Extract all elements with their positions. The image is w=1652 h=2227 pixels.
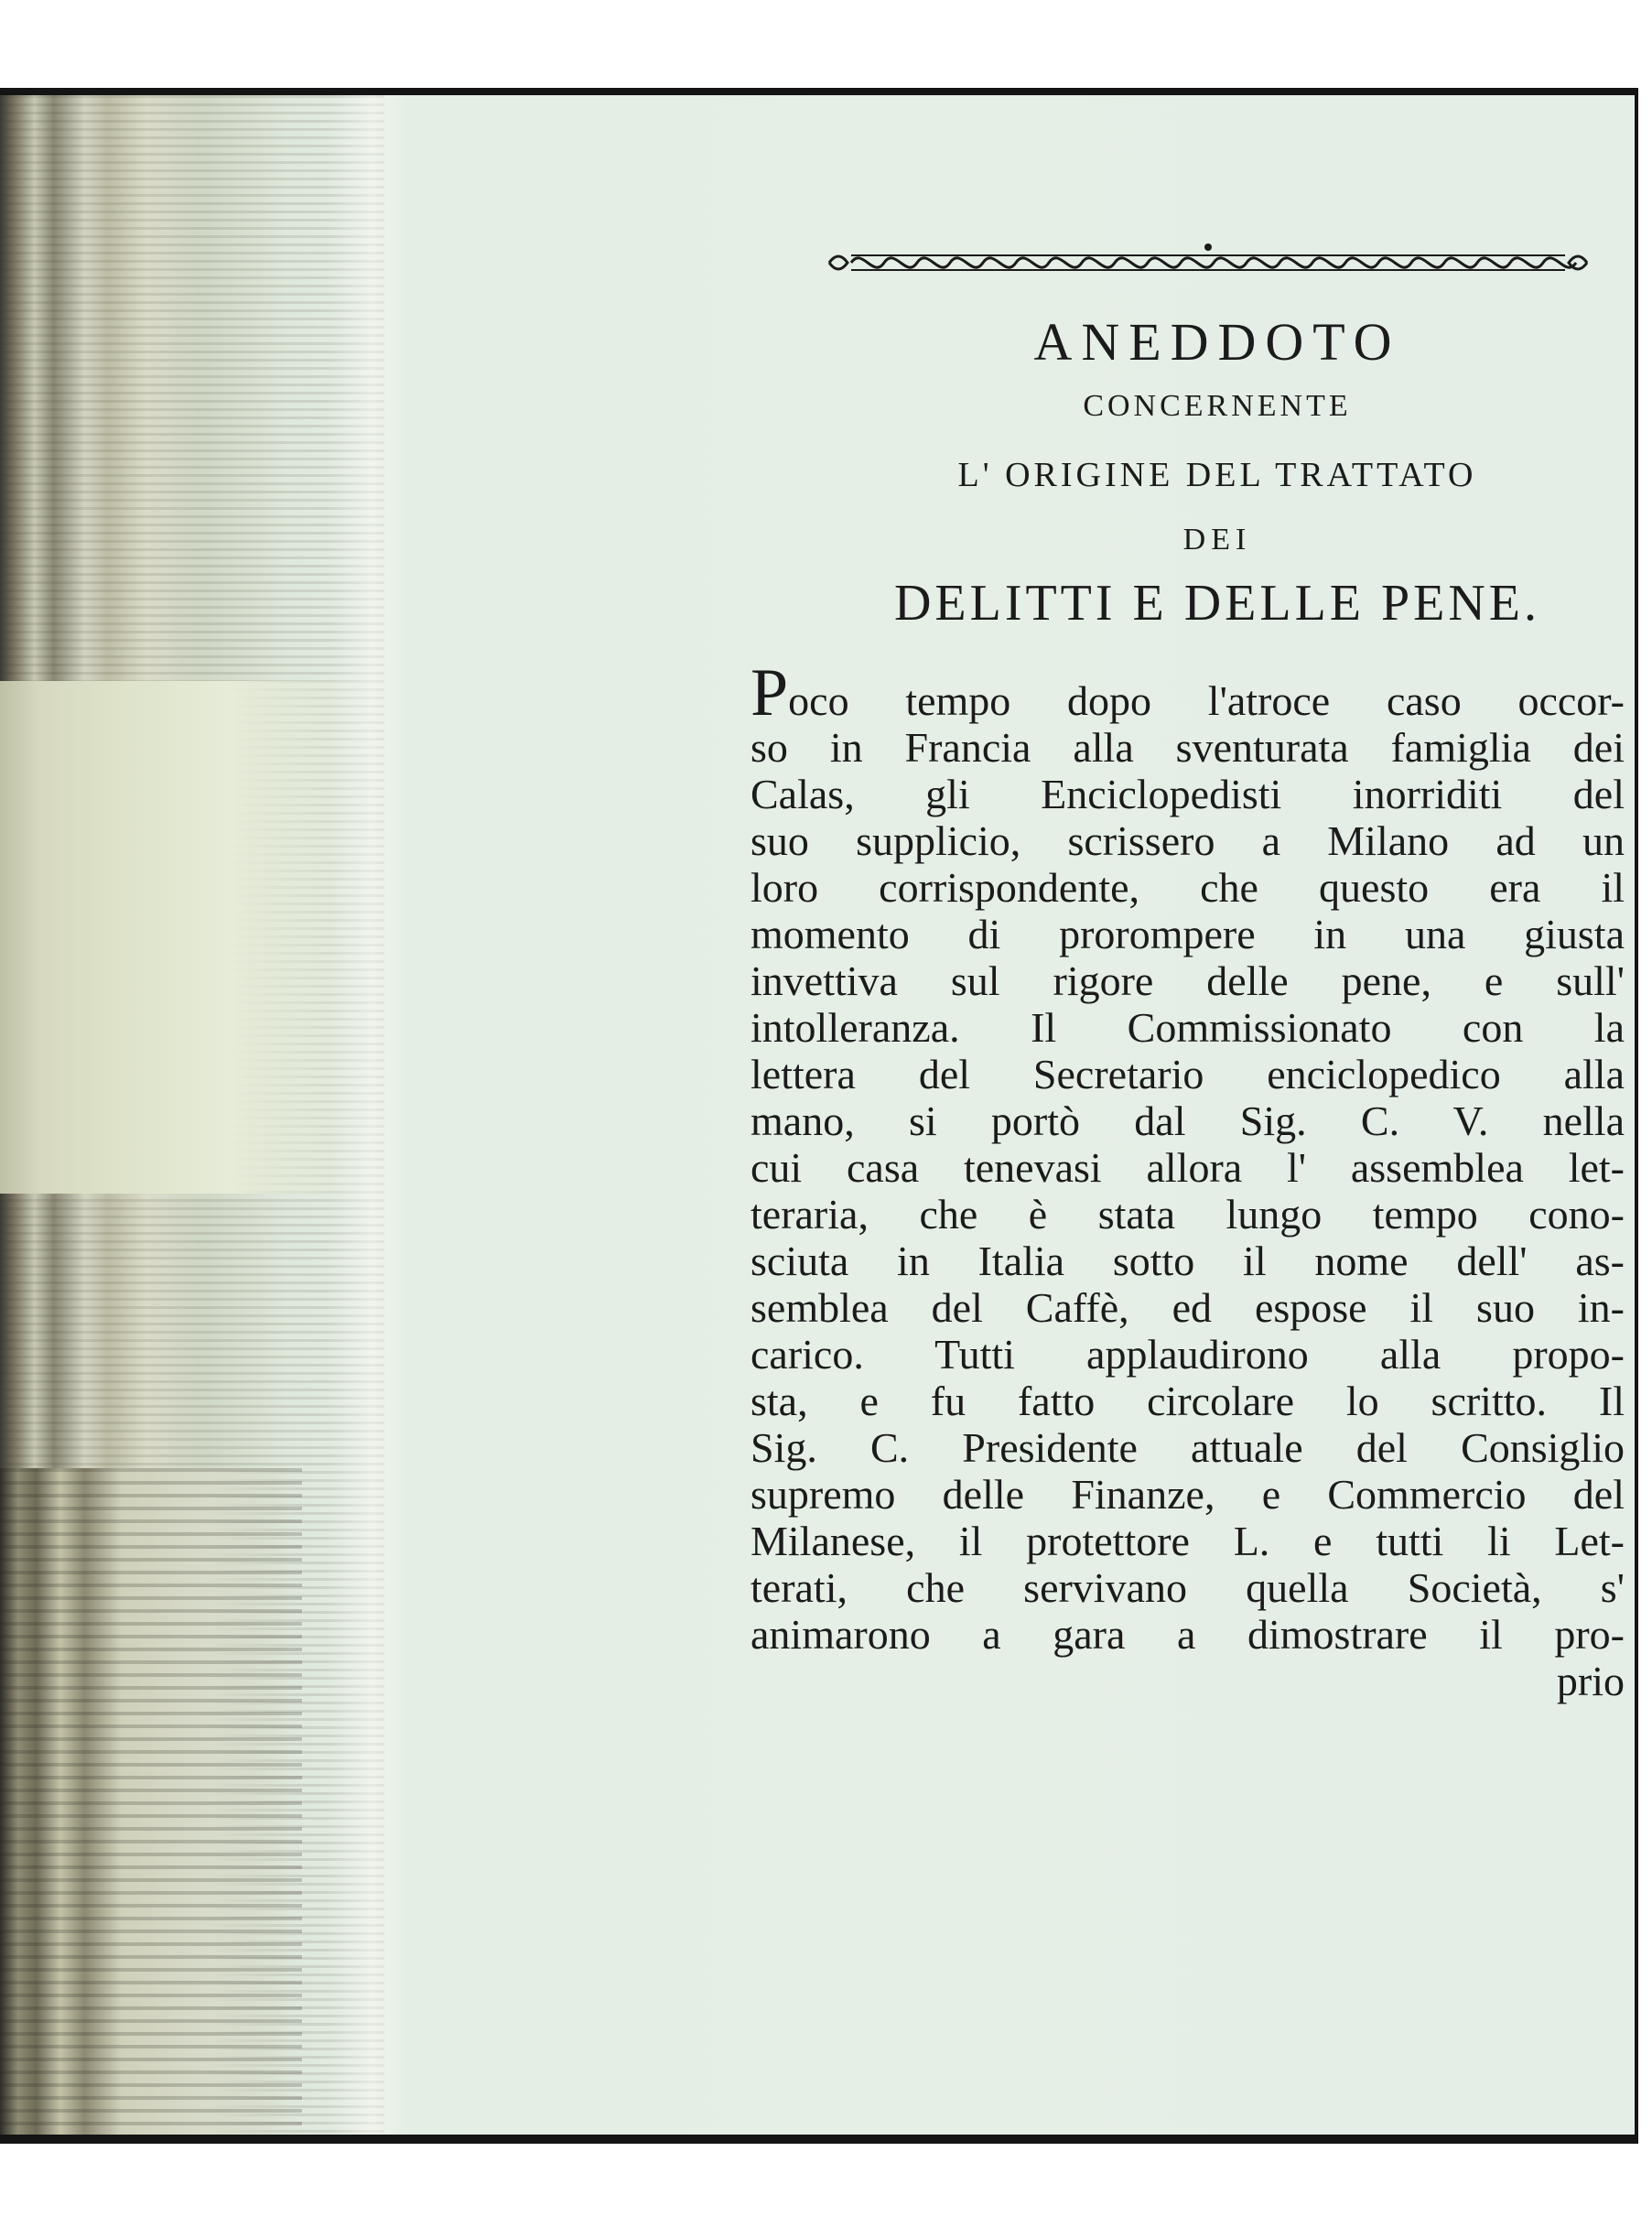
body-line: Milanese, il protettore L. e tutti li Let- [750,1518,1625,1564]
body-line: mano, si portò dal Sig. C. V. nella [750,1097,1625,1144]
ornament-border-icon [824,242,1593,284]
text-block [750,242,1629,1704]
spine-light-band [0,681,384,1194]
page-title: ANEDDOTO [1033,312,1401,372]
body-line: cui casa tenevasi allora l' assemblea let- [750,1144,1625,1191]
book-page [0,95,1635,2135]
body-line: teraria, che è stata lungo tempo cono- [750,1191,1625,1238]
drop-cap: P [750,655,789,730]
body-line: semblea del Caffè, ed espose il suo in- [750,1284,1625,1331]
body-line: invettiva sul rigore delle pene, e sull' [750,957,1625,1004]
body-line: sta, e fu fatto circolare lo scritto. Il [750,1378,1625,1424]
body-line: loro corrispondente, che questo era il [750,864,1625,911]
body-line: intolleranza. Il Commissionato con la [750,1004,1625,1051]
body-line: momento di prorompere in una giusta [750,911,1625,957]
body-line: Poco tempo dopo l'atroce caso occor- [750,655,1625,730]
catchword: prio [1556,1658,1625,1704]
body-line: animarono a gara a dimostrare il pro- [750,1611,1625,1658]
body-line: so in Francia alla sventurata famiglia dei [750,724,1625,771]
body-line: Sig. C. Presidente attuale del Consiglio [750,1424,1625,1471]
scanned-page-frame [0,88,1638,2144]
body-line: suo supplicio, scrissero a Milano ad un [750,817,1625,864]
body-line: Calas, gli Enciclopedisti inorriditi del [750,771,1625,817]
body-line: lettera del Secretario enciclopedico alla [750,1051,1625,1097]
body-paragraph [750,655,1625,1704]
body-line: carico. Tutti applaudirono alla propo- [750,1331,1625,1378]
subtitle-dei: DEI [1182,523,1252,557]
body-line: sciuta in Italia sotto il nome dell' as- [750,1238,1625,1284]
page-deckle-edge [329,95,412,2135]
spine-lower-edge [0,1468,302,2135]
body-line: terati, che servivano quella Società, s' [750,1564,1625,1611]
subtitle-origine: L' ORIGINE DEL TRATTATO [957,456,1477,494]
subtitle-delitti: DELITTI E DELLE PENE. [893,575,1541,632]
subtitle-concernente: CONCERNENTE [1083,389,1352,423]
body-line: supremo delle Finanze, e Commercio del [750,1471,1625,1518]
